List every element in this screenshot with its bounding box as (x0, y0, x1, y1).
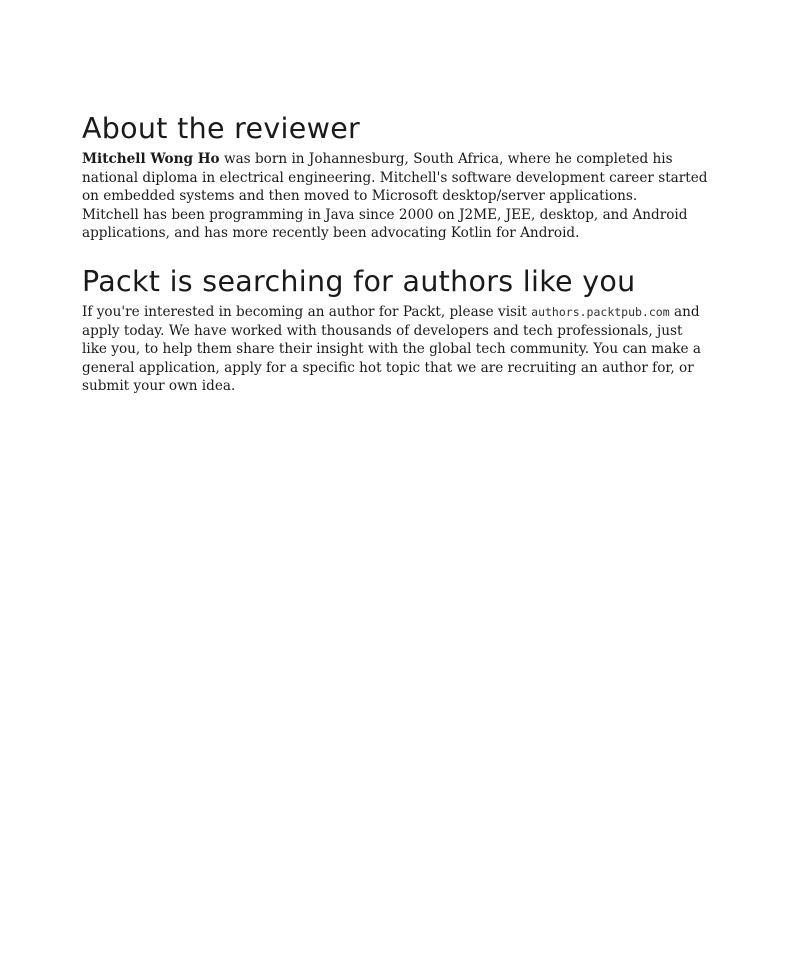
paragraph-line: on embedded systems and then moved to Microsoft desktop/server applications. (82, 188, 638, 205)
reviewer-section (82, 110, 712, 243)
paragraph-line: Mitchell has been programming in Java since 2000 on J2ME, JEE, desktop, and Android (82, 206, 688, 223)
authors-section (82, 263, 712, 396)
paragraph-line (82, 150, 712, 169)
authors-paragraph (82, 303, 712, 396)
paragraph-line: general application, apply for a specific hot topic that we are recruiting an author for, or (82, 359, 694, 376)
paragraph-text: and (669, 303, 700, 320)
paragraph-line: submit your own idea. (82, 378, 236, 395)
paragraph-line: applications, and has more recently been advocating Kotlin for Android. (82, 225, 580, 242)
paragraph-line: apply today. We have worked with thousands of developers and tech professionals, just (82, 322, 683, 339)
paragraph-line: like you, to help them share their insight with the global tech community. You can make a (82, 341, 701, 358)
reviewer-paragraph (82, 150, 712, 243)
authors-link[interactable]: authors.packtpub.com (531, 304, 670, 319)
paragraph-text: If you're interested in becoming an author for Packt, please visit (82, 303, 532, 320)
paragraph-text: was born in Johannesburg, South Africa, where he completed his (219, 151, 673, 167)
reviewer-heading: About the reviewer (82, 112, 361, 145)
paragraph-line (82, 303, 712, 322)
reviewer-name: Mitchell Wong Ho (82, 151, 220, 167)
paragraph-line: national diploma in electrical engineering. Mitchell's software development career started (82, 169, 708, 186)
authors-heading: Packt is searching for authors like you (82, 264, 636, 298)
document-page (82, 110, 712, 396)
